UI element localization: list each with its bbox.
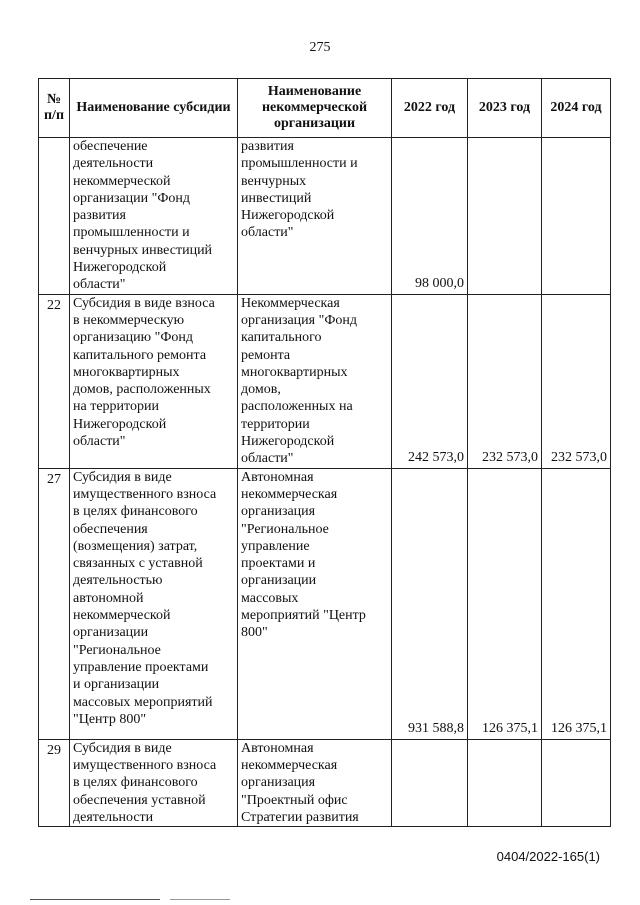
scan-artifact-line bbox=[170, 899, 230, 900]
amount-2022 bbox=[392, 739, 468, 826]
header-year-2023: 2023 год bbox=[468, 79, 542, 138]
organization-name: Автономная некоммерческая организация "Проектный офис Стратегии развития bbox=[238, 739, 392, 826]
scan-artifact-line bbox=[30, 899, 160, 900]
row-number: 29 bbox=[39, 739, 70, 826]
amount-2024: 126 375,1 bbox=[542, 468, 611, 739]
header-year-2022: 2022 год bbox=[392, 79, 468, 138]
subsidy-table bbox=[38, 78, 611, 827]
amount-2024 bbox=[542, 739, 611, 826]
row-number bbox=[39, 138, 70, 295]
header-number: № п/п bbox=[39, 79, 70, 138]
amount-2023: 126 375,1 bbox=[468, 468, 542, 739]
subsidy-name: Субсидия в виде имущественного взноса в целях финансового обеспечения (возмещения) затрат, связанных с уставной деятельностью автономной некоммерческой организации "Региональное управление проектами и организации массовых мероприятий "Центр 800" bbox=[70, 468, 238, 739]
amount-2023: 232 573,0 bbox=[468, 294, 542, 468]
table-row bbox=[39, 468, 611, 739]
organization-name: Некоммерческая организация "Фонд капитального ремонта многоквартирных домов, расположенных на территории Нижегородской области" bbox=[238, 294, 392, 468]
amount-2022: 98 000,0 bbox=[392, 138, 468, 295]
header-subsidy-name: Наименование субсидии bbox=[70, 79, 238, 138]
amount-2023 bbox=[468, 739, 542, 826]
amount-2023 bbox=[468, 138, 542, 295]
amount-2022: 242 573,0 bbox=[392, 294, 468, 468]
table-row bbox=[39, 138, 611, 295]
amount-2024 bbox=[542, 138, 611, 295]
table-row bbox=[39, 294, 611, 468]
document-code: 0404/2022-165(1) bbox=[496, 849, 600, 864]
subsidy-name: Субсидия в виде имущественного взноса в целях финансового обеспечения уставной деятельности bbox=[70, 739, 238, 826]
organization-name: Автономная некоммерческая организация "Региональное управление проектами и организации массовых мероприятий "Центр 800" bbox=[238, 468, 392, 739]
page-number: 275 bbox=[309, 40, 331, 55]
row-number: 22 bbox=[39, 294, 70, 468]
row-number: 27 bbox=[39, 468, 70, 739]
organization-name: развития промышленности и венчурных инвестиций Нижегородской области" bbox=[238, 138, 392, 295]
amount-2022: 931 588,8 bbox=[392, 468, 468, 739]
table-header-row bbox=[39, 79, 611, 138]
table-row bbox=[39, 739, 611, 826]
header-organization-name: Наименование некоммерческой организации bbox=[238, 79, 392, 138]
header-year-2024: 2024 год bbox=[542, 79, 611, 138]
subsidy-name: Субсидия в виде взноса в некоммерческую организацию "Фонд капитального ремонта многоквартирных домов, расположенных на территории Нижегородской области" bbox=[70, 294, 238, 468]
subsidy-name: обеспечение деятельности некоммерческой организации "Фонд развития промышленности и венчурных инвестиций Нижегородской области" bbox=[70, 138, 238, 295]
amount-2024: 232 573,0 bbox=[542, 294, 611, 468]
